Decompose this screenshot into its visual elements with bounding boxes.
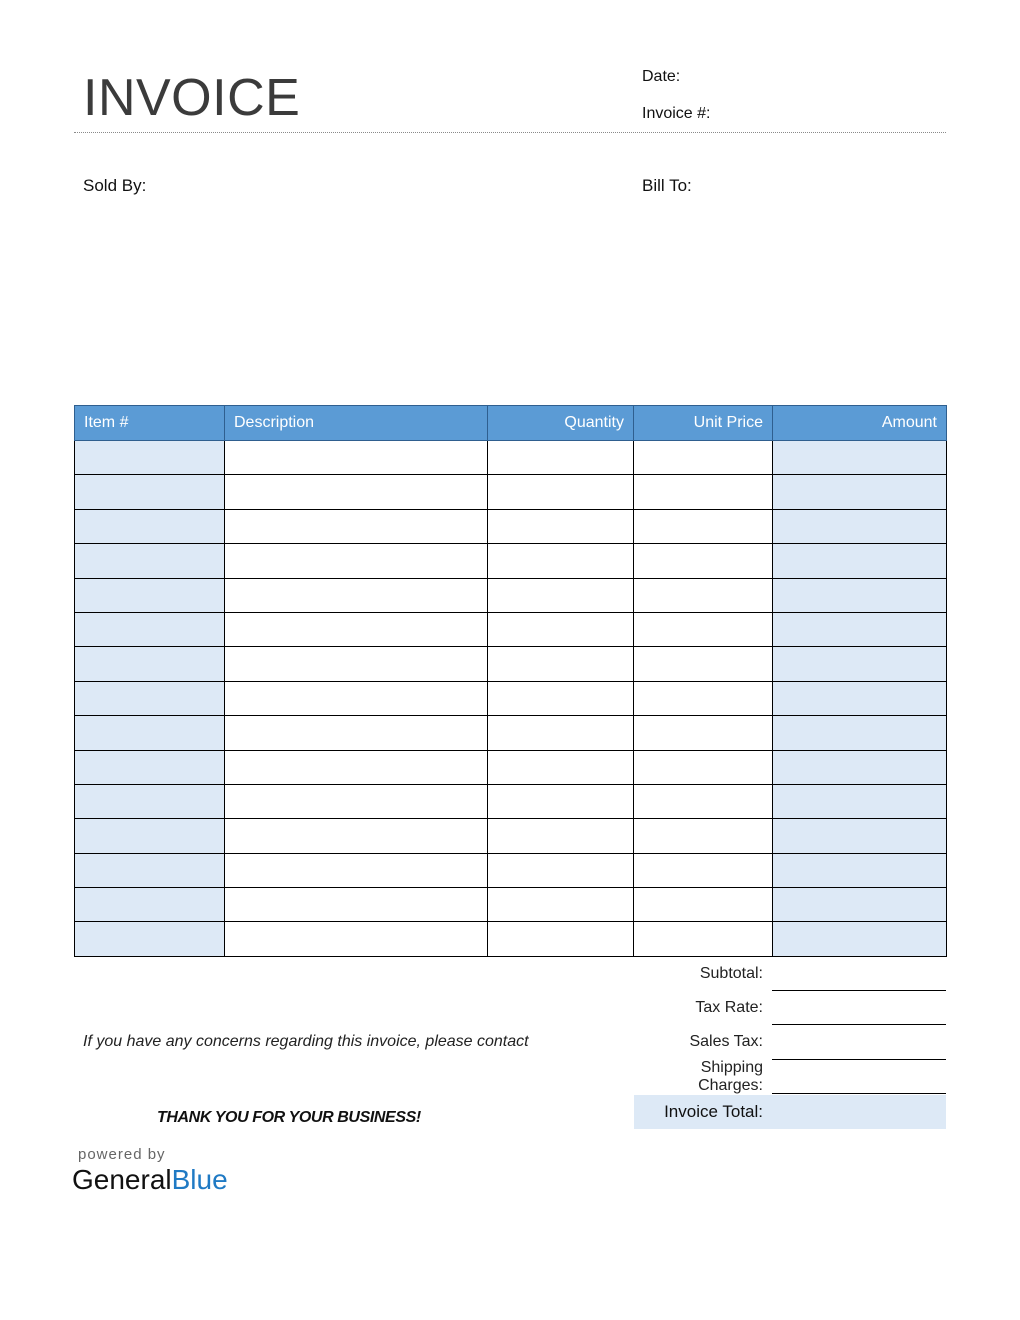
unit-price-cell[interactable]: [634, 784, 773, 818]
quantity-cell[interactable]: [488, 819, 634, 853]
description-cell[interactable]: [225, 853, 488, 887]
invoice-total-row: [634, 1095, 946, 1129]
unit-price-cell[interactable]: [634, 681, 773, 715]
invoice-total-label: Invoice Total:: [664, 1101, 763, 1121]
column-header-amount: Amount: [773, 406, 947, 441]
quantity-cell[interactable]: [488, 475, 634, 509]
quantity-cell[interactable]: [488, 716, 634, 750]
table-row: [75, 750, 947, 784]
table-row: [75, 922, 947, 956]
subtotal-label: Subtotal:: [699, 965, 763, 983]
tax-rate-field[interactable]: [772, 991, 946, 1025]
logo-text-general: General: [72, 1164, 172, 1195]
quantity-cell[interactable]: [488, 853, 634, 887]
table-row: [75, 441, 947, 475]
amount-cell[interactable]: [773, 441, 947, 475]
amount-cell[interactable]: [773, 475, 947, 509]
table-row: [75, 509, 947, 543]
item-cell[interactable]: [75, 475, 225, 509]
item-cell[interactable]: [75, 612, 225, 646]
amount-cell[interactable]: [773, 716, 947, 750]
line-items-table: [74, 405, 947, 957]
unit-price-cell[interactable]: [634, 544, 773, 578]
description-cell[interactable]: [225, 888, 488, 922]
invoice-number-label: Invoice #:: [642, 105, 711, 122]
header-divider: [74, 132, 946, 133]
unit-price-cell[interactable]: [634, 441, 773, 475]
quantity-cell[interactable]: [488, 681, 634, 715]
powered-by-text: powered by: [78, 1146, 166, 1163]
thank-you-message: THANK YOU FOR YOUR BUSINESS!: [157, 1109, 421, 1126]
description-cell[interactable]: [225, 784, 488, 818]
sold-by-label: Sold By:: [83, 176, 147, 195]
table-row: [75, 681, 947, 715]
description-cell[interactable]: [225, 475, 488, 509]
quantity-cell[interactable]: [488, 922, 634, 956]
amount-cell[interactable]: [773, 509, 947, 543]
description-cell[interactable]: [225, 509, 488, 543]
description-cell[interactable]: [225, 750, 488, 784]
unit-price-cell[interactable]: [634, 922, 773, 956]
logo-text-blue: Blue: [171, 1164, 228, 1195]
amount-cell[interactable]: [773, 544, 947, 578]
sales-tax-field[interactable]: [772, 1025, 946, 1059]
generalblue-logo: [72, 1164, 228, 1196]
shipping-field[interactable]: [772, 1060, 946, 1094]
quantity-cell[interactable]: [488, 544, 634, 578]
item-cell[interactable]: [75, 784, 225, 818]
unit-price-cell[interactable]: [634, 750, 773, 784]
table-row: [75, 819, 947, 853]
column-header-item: Item #: [75, 406, 225, 441]
amount-cell[interactable]: [773, 647, 947, 681]
shipping-label: Shipping Charges:: [698, 1058, 763, 1094]
amount-cell[interactable]: [773, 750, 947, 784]
unit-price-cell[interactable]: [634, 475, 773, 509]
tax-rate-label: Tax Rate:: [695, 999, 763, 1017]
table-row: [75, 475, 947, 509]
subtotal-row: [634, 957, 946, 991]
item-cell[interactable]: [75, 750, 225, 784]
quantity-cell[interactable]: [488, 647, 634, 681]
shipping-row: [634, 1060, 946, 1094]
item-cell[interactable]: [75, 578, 225, 612]
table-row: [75, 716, 947, 750]
item-cell[interactable]: [75, 509, 225, 543]
amount-cell[interactable]: [773, 888, 947, 922]
description-cell[interactable]: [225, 819, 488, 853]
item-cell[interactable]: [75, 819, 225, 853]
unit-price-cell[interactable]: [634, 647, 773, 681]
description-cell[interactable]: [225, 681, 488, 715]
table-row: [75, 544, 947, 578]
unit-price-cell[interactable]: [634, 716, 773, 750]
column-header-unit-price: Unit Price: [634, 406, 773, 441]
subtotal-field[interactable]: [772, 957, 946, 991]
table-row: [75, 888, 947, 922]
item-cell[interactable]: [75, 544, 225, 578]
description-cell[interactable]: [225, 922, 488, 956]
item-cell[interactable]: [75, 922, 225, 956]
description-cell[interactable]: [225, 716, 488, 750]
sales-tax-label: Sales Tax:: [689, 1033, 763, 1051]
concerns-note: If you have any concerns regarding this invoice, please contact: [83, 1033, 529, 1050]
table-row: [75, 578, 947, 612]
quantity-cell[interactable]: [488, 578, 634, 612]
table-row: [75, 612, 947, 646]
description-cell[interactable]: [225, 441, 488, 475]
unit-price-cell[interactable]: [634, 819, 773, 853]
description-cell[interactable]: [225, 647, 488, 681]
table-row: [75, 784, 947, 818]
table-row: [75, 647, 947, 681]
quantity-cell[interactable]: [488, 888, 634, 922]
quantity-cell[interactable]: [488, 441, 634, 475]
tax-rate-row: [634, 991, 946, 1025]
quantity-cell[interactable]: [488, 784, 634, 818]
amount-cell[interactable]: [773, 612, 947, 646]
item-cell[interactable]: [75, 441, 225, 475]
quantity-cell[interactable]: [488, 750, 634, 784]
amount-cell[interactable]: [773, 784, 947, 818]
description-cell[interactable]: [225, 578, 488, 612]
sales-tax-row: [634, 1025, 946, 1059]
invoice-total-field[interactable]: [772, 1095, 946, 1129]
bill-to-label: Bill To:: [642, 176, 692, 195]
table-header-row: [75, 406, 947, 441]
date-label: Date:: [642, 68, 681, 85]
description-cell[interactable]: [225, 544, 488, 578]
table-row: [75, 853, 947, 887]
unit-price-cell[interactable]: [634, 612, 773, 646]
amount-cell[interactable]: [773, 819, 947, 853]
unit-price-cell[interactable]: [634, 578, 773, 612]
unit-price-cell[interactable]: [634, 853, 773, 887]
amount-cell[interactable]: [773, 853, 947, 887]
unit-price-cell[interactable]: [634, 509, 773, 543]
item-cell[interactable]: [75, 647, 225, 681]
quantity-cell[interactable]: [488, 509, 634, 543]
invoice-title: INVOICE: [83, 69, 301, 127]
amount-cell[interactable]: [773, 922, 947, 956]
item-cell[interactable]: [75, 681, 225, 715]
item-cell[interactable]: [75, 853, 225, 887]
amount-cell[interactable]: [773, 681, 947, 715]
amount-cell[interactable]: [773, 578, 947, 612]
column-header-description: Description: [225, 406, 488, 441]
unit-price-cell[interactable]: [634, 888, 773, 922]
quantity-cell[interactable]: [488, 612, 634, 646]
totals-section: [634, 957, 946, 1129]
item-cell[interactable]: [75, 888, 225, 922]
description-cell[interactable]: [225, 612, 488, 646]
column-header-quantity: Quantity: [488, 406, 634, 441]
item-cell[interactable]: [75, 716, 225, 750]
